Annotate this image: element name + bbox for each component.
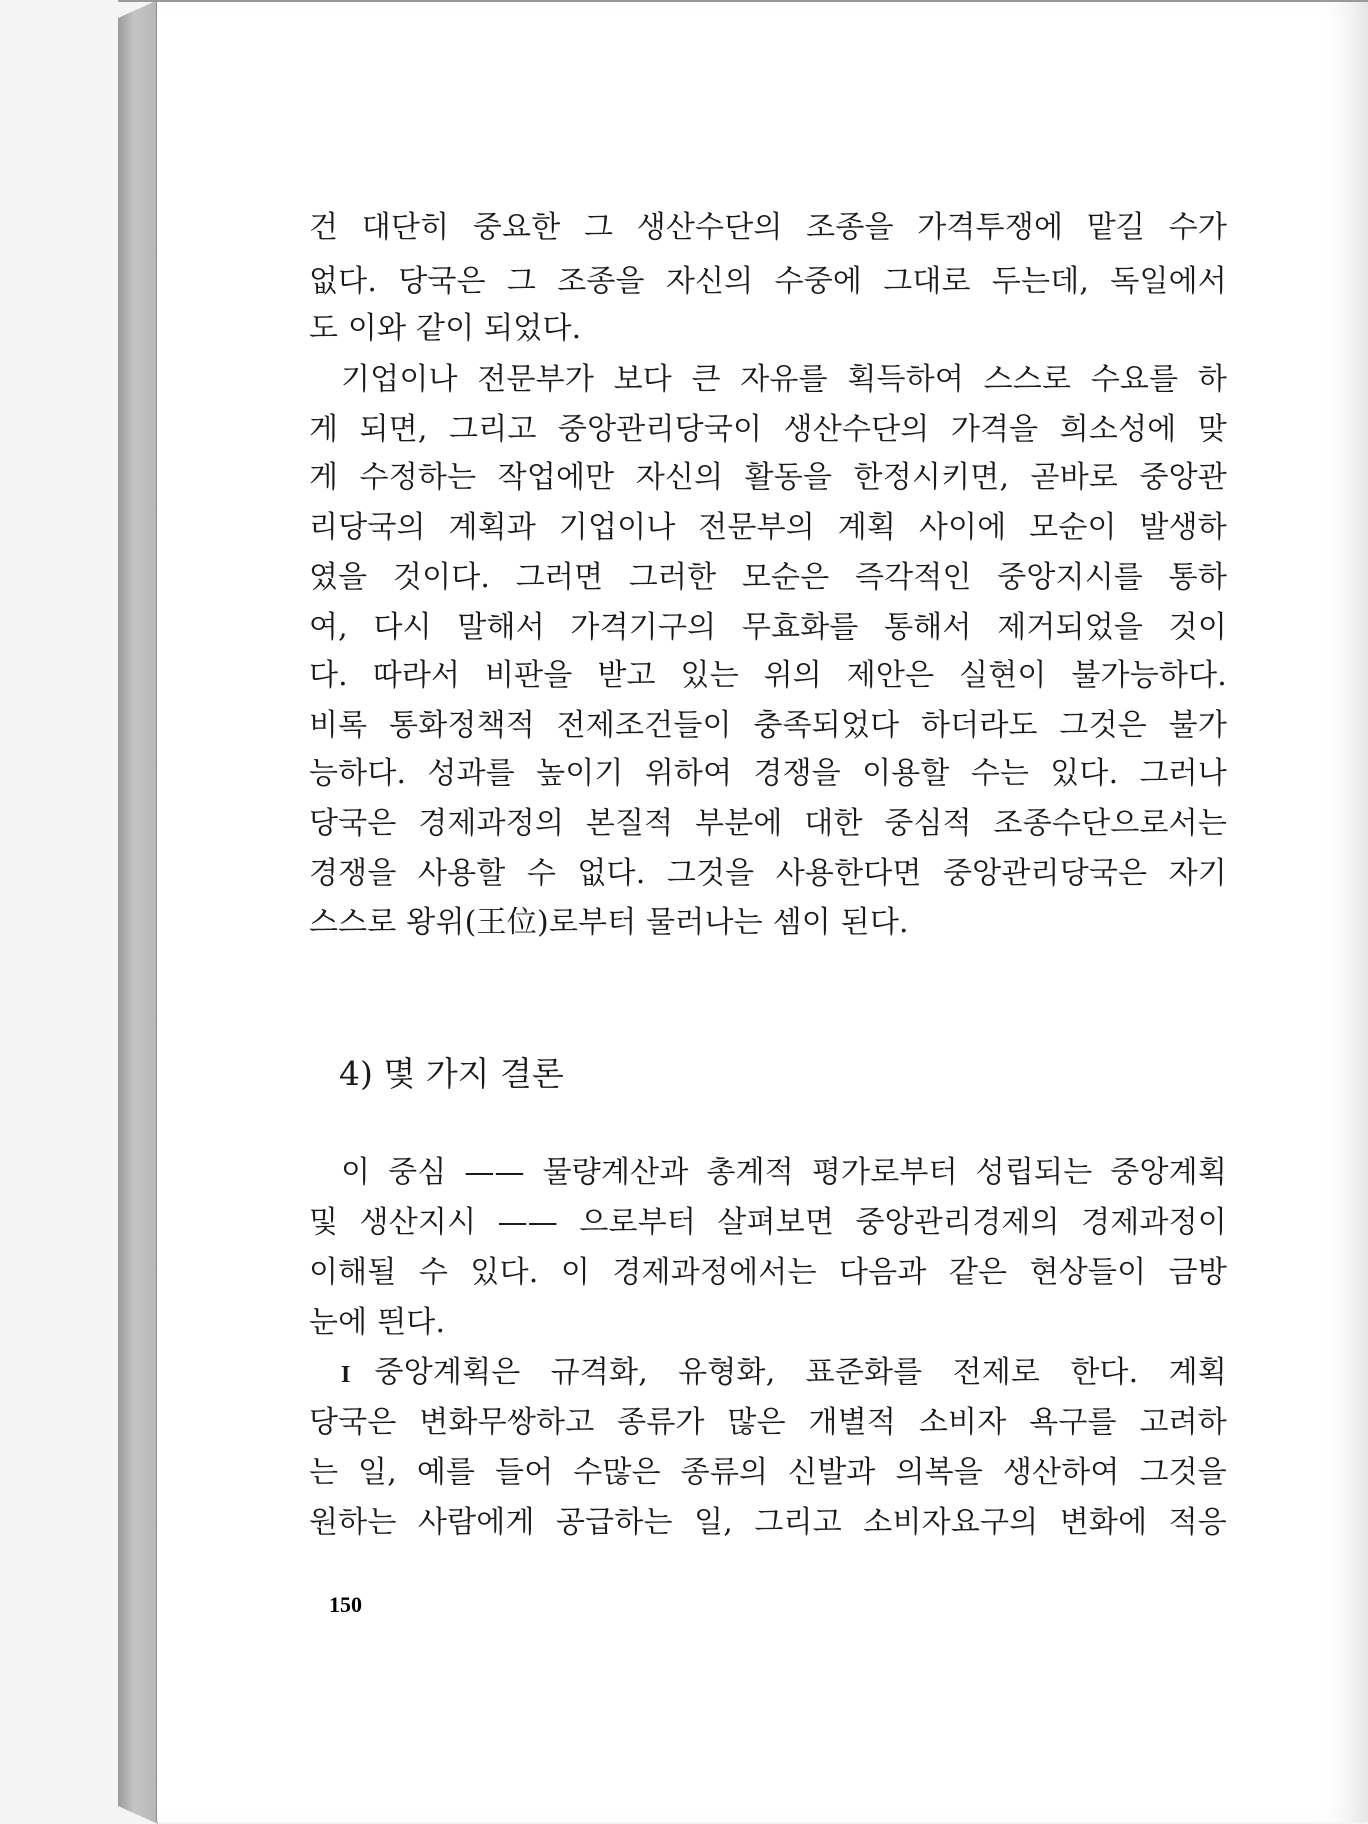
section-heading: 4) 몇 가지 결론 [339,1054,564,1093]
paragraph-3-line: 눈에 띈다. [309,1305,446,1340]
paragraph-2-line: 당국은 경제과정의 본질적 부분에 대한 중심적 조종수단으로서는 [309,806,1227,841]
paragraph-4-line: 원하는 사람에게 공급하는 일, 그리고 소비자요구의 변화에 적응 [309,1505,1227,1540]
paragraph-4-line: 는 일, 예를 들어 수많은 종류의 신발과 의복을 생산하여 그것을 [309,1455,1227,1490]
paragraph-2-line: 스스로 왕위(王位)로부터 물러나는 셈이 된다. [309,905,909,940]
paragraph-1-line: 건 대단히 중요한 그 생산수단의 조종을 가격투쟁에 맡길 수가 [309,210,1227,245]
paragraph-2-line: 비록 통화정책적 전제조건들이 충족되었다 하더라도 그것은 불가 [309,708,1227,743]
paragraph-3-line: 이해될 수 있다. 이 경제과정에서는 다음과 같은 현상들이 금방 [309,1255,1227,1290]
paragraph-4-line: 당국은 변화무쌍하고 종류가 많은 개별적 소비자 욕구를 고려하 [309,1405,1227,1440]
paragraph-1-line: 없다. 당국은 그 조종을 자신의 수중에 그대로 두는데, 독일에서 [309,264,1227,299]
paragraph-2-line: 였을 것이다. 그러면 그러한 모순은 즉각적인 중앙지시를 통하 [309,560,1227,595]
paragraph-2-line: 다. 따라서 비판을 받고 있는 위의 제안은 실현이 불가능하다. [309,658,1227,693]
paragraph-4-line: 중앙계획은 규격화, 유형화, 표준화를 전제로 한다. 계획 [374,1355,1227,1390]
book-spine [118,0,158,1824]
paragraph-2-line: 기업이나 전문부가 보다 큰 자유를 획득하여 스스로 수요를 하 [341,362,1227,397]
paragraph-2-line: 게 되면, 그리고 중앙관리당국이 생산수단의 가격을 희소성에 맞 [309,412,1227,447]
page-number: 150 [329,1592,362,1617]
paragraph-3-line: 이 중심 —— 물량계산과 총계적 평가로부터 성립되는 중앙계획 [341,1155,1227,1190]
paragraph-2-line: 게 수정하는 작업에만 자신의 활동을 한정시키면, 곧바로 중앙관 [309,460,1227,495]
paragraph-3-line: 및 생산지시 —— 으로부터 살펴보면 중앙관리경제의 경제과정이 [309,1205,1227,1240]
book-page [156,2,1368,1822]
paragraph-2-line: 리당국의 계획과 기업이나 전문부의 계획 사이에 모순이 발생하 [309,510,1227,545]
paragraph-2-line: 여, 다시 말해서 가격기구의 무효화를 통해서 제거되었을 것이 [309,610,1227,645]
paragraph-2-line: 능하다. 성과를 높이기 위하여 경쟁을 이용할 수는 있다. 그러나 [309,756,1227,791]
list-marker: I [341,1362,351,1388]
paragraph-1-line: 도 이와 같이 되었다. [309,311,582,346]
paragraph-2-line: 경쟁을 사용할 수 없다. 그것을 사용한다면 중앙관리당국은 자기 [309,856,1227,891]
paragraph-4-first-line [341,1352,1227,1394]
